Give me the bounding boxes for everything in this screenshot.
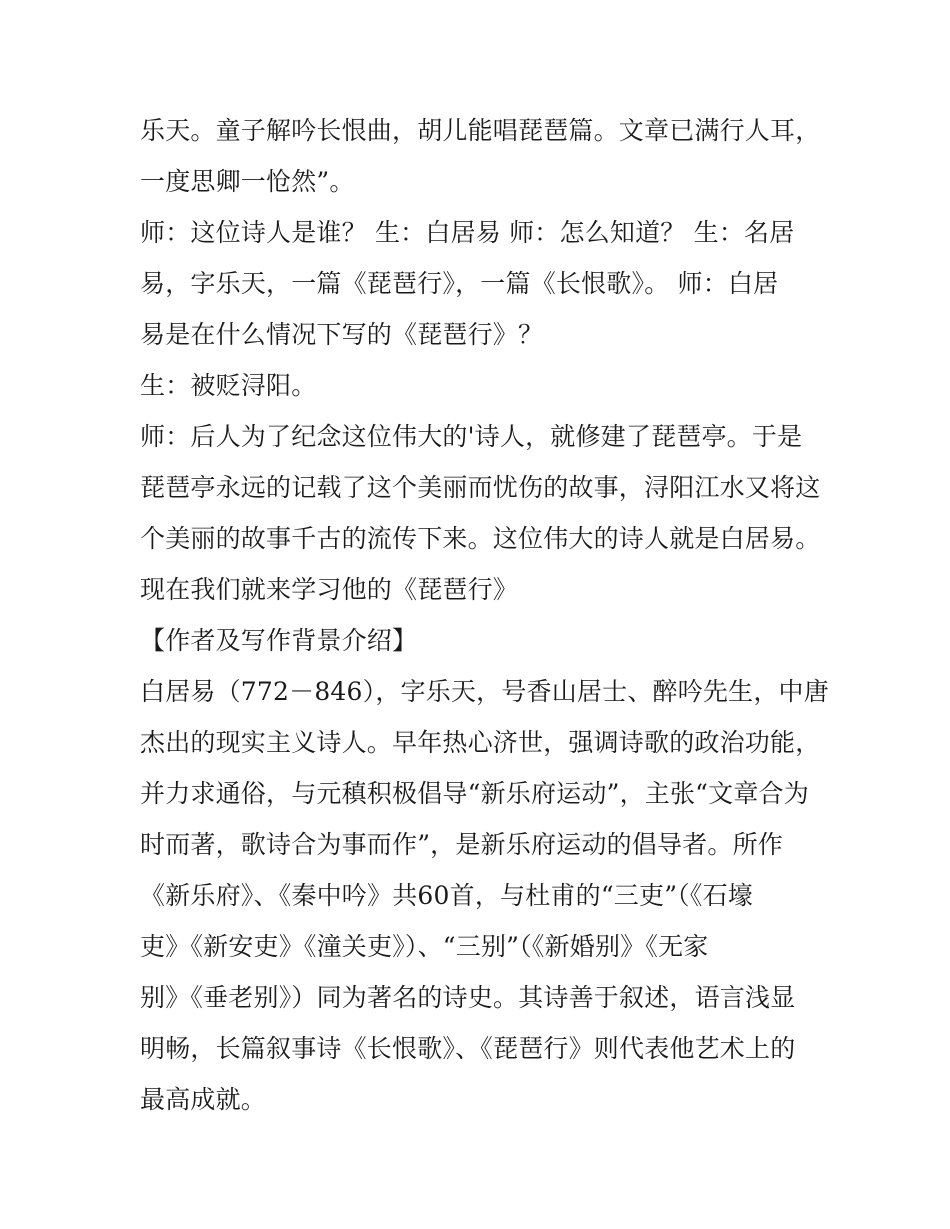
text-line: 现在我们就来学习他的《琵琶行》 <box>140 575 519 604</box>
text-line: 白居易（772－846），字乐天，号香山居士、醉吟先生，中唐 <box>140 677 829 706</box>
text-line: 个美丽的故事千古的流传下来。这位伟大的诗人就是白居易。 <box>140 524 821 553</box>
text-line: 时而著，歌诗合为事而作”，是新乐府运动的倡导者。所作 <box>140 830 783 859</box>
dialogue-line: 易，字乐天，一篇《琵琶行》，一篇《长恨歌》。 师：白居 <box>140 269 779 298</box>
text-line: 明畅，长篇叙事诗《长恨歌》、《琵琶行》则代表他艺术上的 <box>140 1034 796 1063</box>
section-heading: 【作者及写作背景介绍】 <box>140 626 418 655</box>
text-line: 一度思卿一怆然”。 <box>140 167 355 196</box>
text-line: 乐天。童子解吟长恨曲，胡儿能唱琵琶篇。文章已满行人耳， <box>140 116 821 145</box>
text-line: 《新乐府》、《秦中吟》共60首，与杜甫的“三吏”（《石壕 <box>140 881 753 910</box>
dialogue-line: 易是在什么情况下写的《琵琶行》？ <box>140 320 544 349</box>
text-line: 别》《垂老别》）同为著名的诗史。其诗善于叙述，语言浅显 <box>140 983 796 1012</box>
text-line: 并力求通俗，与元稹积极倡导“新乐府运动”，主张“文章合为 <box>140 779 809 808</box>
dialogue-line: 师：后人为了纪念这位伟大的'诗人，就修建了琵琶亭。于是 <box>140 422 803 451</box>
text-line: 杰出的现实主义诗人。早年热心济世，强调诗歌的政治功能， <box>140 728 821 757</box>
text-line: 吏》《新安吏》《潼关吏》）、“三别”（《新婚别》《无家 <box>140 932 709 961</box>
dialogue-line: 师：这位诗人是谁？ 生：白居易 师：怎么知道？ 生：名居 <box>140 218 795 247</box>
text-line: 琵琶亭永远的记载了这个美丽而忧伤的故事，浔阳江水又将这 <box>140 473 821 502</box>
text-line: 最高成就。 <box>140 1085 267 1114</box>
dialogue-line: 生：被贬浔阳。 <box>140 371 317 400</box>
document-page <box>140 105 829 1125</box>
